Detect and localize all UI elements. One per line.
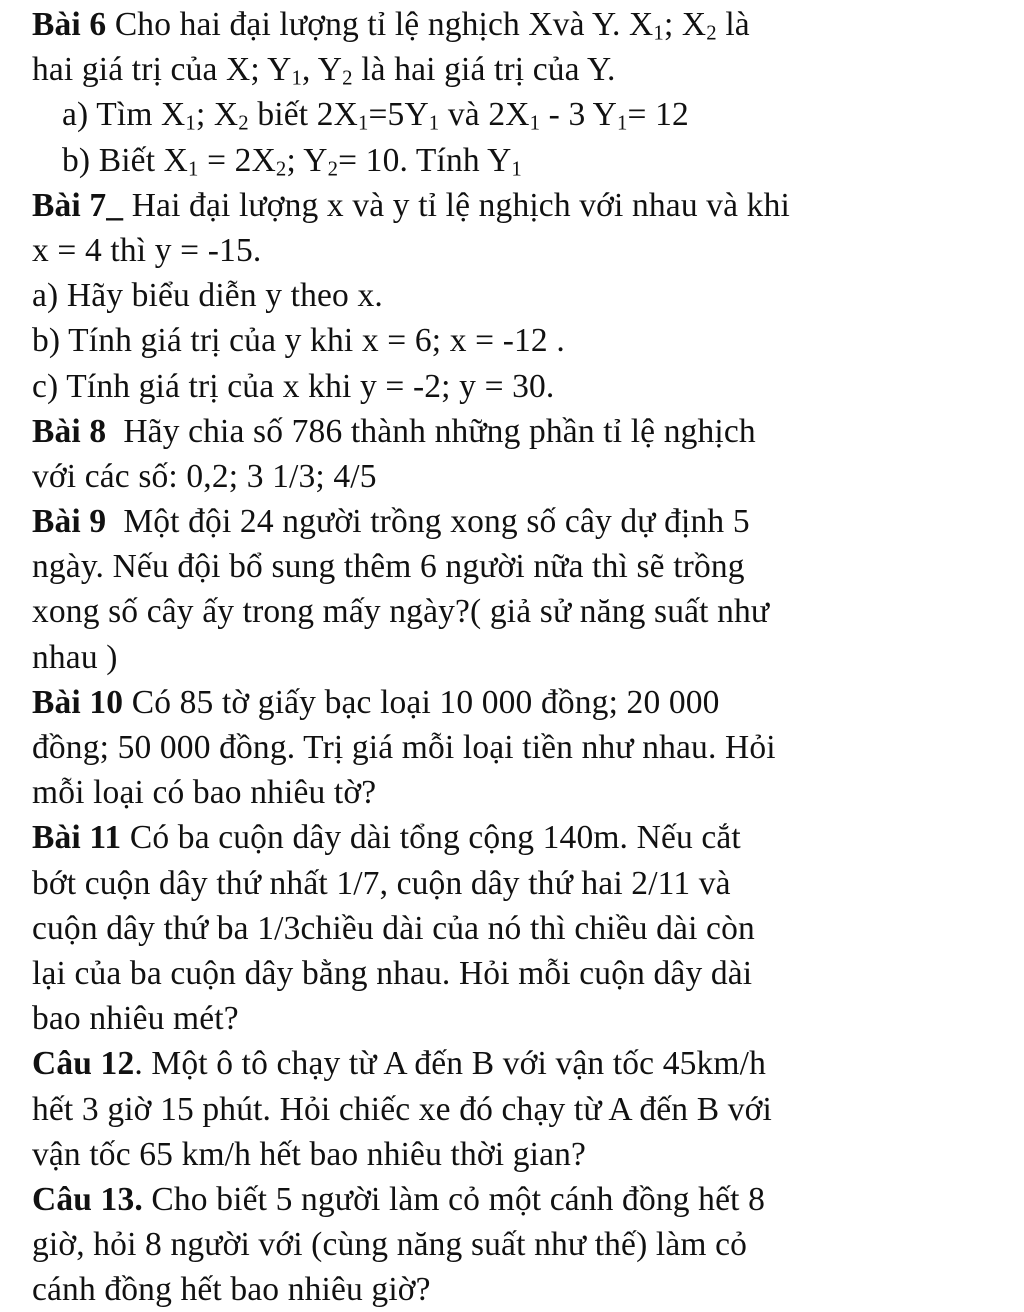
text: Hai đại lượng x và y tỉ lệ nghịch với nhau và khi (123, 186, 790, 224)
subscript: 2 (238, 111, 249, 135)
text: Hãy chia số 786 thành những phần tỉ lệ nghịch (106, 412, 756, 450)
text: = 2X (198, 141, 276, 179)
bai6-part-b (32, 138, 1010, 183)
text: b) Biết X (62, 141, 189, 179)
bai8-title: Bài 8 (32, 412, 107, 450)
bai9-line-2: ngày. Nếu đội bổ sung thêm 6 người nữa thì sẽ trồng (32, 548, 745, 586)
text: ; Y (286, 141, 328, 179)
text: Có 85 tờ giấy bạc loại 10 000 đồng; 20 000 (123, 683, 720, 721)
text: a) Tìm X (62, 96, 186, 134)
cau12-line-3: vận tốc 65 km/h hết bao nhiêu thời gian? (32, 1135, 587, 1173)
bai7-line-1 (32, 183, 1010, 228)
bai7-part-a: a) Hãy biểu diễn y theo x. (32, 277, 383, 315)
text: ; X (195, 96, 239, 134)
bai7-part-c: c) Tính giá trị của x khi y = -2; y = 30. (32, 367, 555, 405)
bai9-title: Bài 9 (32, 503, 107, 541)
bai11-line-5: bao nhiêu mét? (32, 1000, 239, 1038)
bai10-line-2: đồng; 50 000 đồng. Trị giá mỗi loại tiền như nhau. Hỏi (32, 729, 776, 766)
bai6-line-1 (32, 2, 1010, 47)
bai11-line-1 (32, 815, 1010, 860)
bai11-line-2: bớt cuộn dây thứ nhất 1/7, cuộn dây thứ hai 2/11 và (32, 864, 731, 902)
bai7-title: Bài 7_ (32, 186, 124, 224)
text: Cho hai đại lượng tỉ lệ nghịch Xvà Y. X (114, 6, 654, 43)
bai8-line-2: với các số: 0,2; 3 1/3; 4/5 (32, 457, 377, 495)
subscript: 1 (529, 111, 541, 135)
text: ; X (663, 6, 707, 43)
bai10-line-3: mỗi loại có bao nhiêu tờ? (32, 774, 377, 812)
text: hai giá trị của X; Y (32, 51, 292, 89)
cau13-line-3: cánh đồng hết bao nhiêu giờ? (32, 1271, 431, 1309)
text: là hai giá trị của Y. (352, 51, 616, 89)
text: = 10. Tính Y (338, 141, 512, 179)
text: Cho biết 5 người làm cỏ một cánh đồng hết 8 (142, 1180, 765, 1218)
subscript: 1 (428, 111, 440, 135)
subscript: 2 (327, 157, 339, 181)
bai7-line-2: x = 4 thì y = -15. (32, 231, 262, 269)
bai9-line-4: nhau ) (32, 638, 118, 676)
bai8-line-1 (32, 409, 1010, 454)
bai9-line-3: xong số cây ấy trong mấy ngày?( giả sử năng suất như (32, 593, 770, 631)
text: và 2X (439, 96, 530, 134)
subscript: 1 (511, 157, 522, 181)
bai7-part-b: b) Tính giá trị của y khi x = 6; x = -12 . (32, 322, 565, 360)
cau13-line-2: giờ, hỏi 8 người với (cùng năng suất như thế) làm cỏ (32, 1226, 748, 1264)
subscript: 2 (275, 157, 287, 181)
subscript: 1 (188, 157, 199, 181)
text: biết 2X (248, 96, 358, 134)
subscript: 1 (357, 111, 369, 135)
bai11-title: Bài 11 (32, 819, 122, 857)
text: . Một ô tô chạy từ A đến B với vận tốc 45km/h (134, 1045, 766, 1083)
subscript: 2 (342, 66, 353, 90)
cau12-line-1 (32, 1041, 1010, 1086)
bai10-line-1 (32, 680, 1010, 725)
subscript: 1 (653, 21, 664, 45)
bai9-line-1 (32, 499, 1010, 544)
subscript: 1 (291, 66, 302, 90)
cau12-title: Câu 12 (32, 1045, 135, 1083)
text: là (716, 6, 750, 43)
bai6-part-a (32, 92, 1010, 137)
text: Một đội 24 người trồng xong số cây dự định 5 (106, 503, 750, 541)
bai11-line-3: cuộn dây thứ ba 1/3chiều dài của nó thì chiều dài còn (32, 909, 755, 947)
text: , Y (301, 51, 343, 89)
text: Có ba cuộn dây dài tổng cộng 140m. Nếu cắt (121, 819, 741, 857)
cau13-line-1 (32, 1177, 1010, 1222)
bai6-title: Bài 6 (32, 6, 107, 43)
bai11-line-4: lại của ba cuộn dây bằng nhau. Hỏi mỗi cuộn dây dài (32, 954, 753, 992)
subscript: 1 (185, 111, 196, 135)
bai6-line-2 (32, 47, 1010, 92)
text: =5Y (368, 96, 429, 134)
cau13-title: Câu 13. (32, 1180, 143, 1218)
text: - 3 Y (540, 96, 617, 134)
bai10-title: Bài 10 (32, 683, 124, 721)
subscript: 2 (706, 21, 717, 45)
text: = 12 (627, 96, 689, 134)
subscript: 1 (617, 111, 628, 135)
cau12-line-2: hết 3 giờ 15 phút. Hỏi chiếc xe đó chạy từ A đến B với (32, 1090, 772, 1128)
